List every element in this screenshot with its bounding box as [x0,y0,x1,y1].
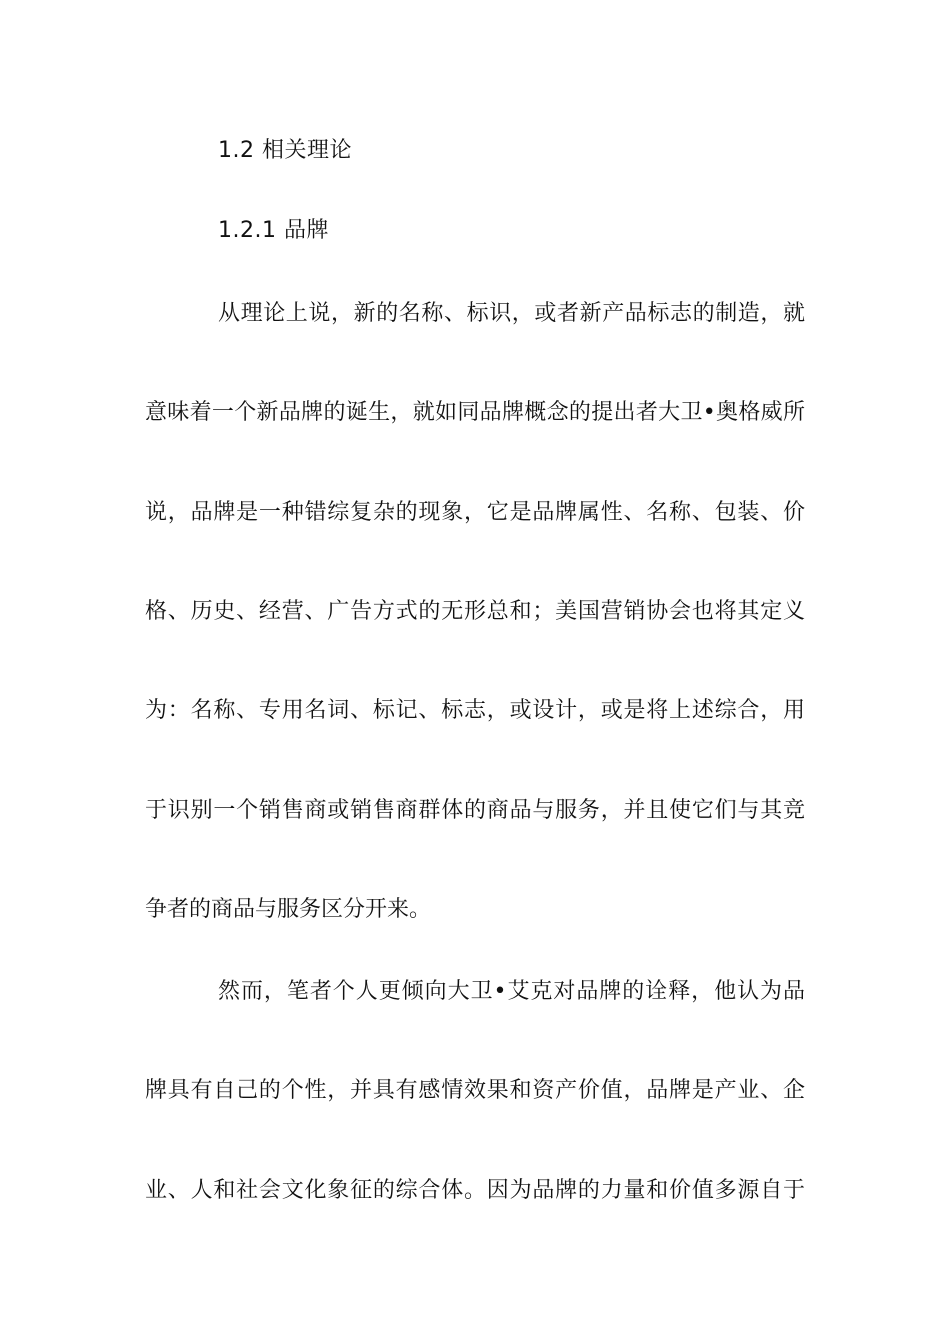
subsection-heading: 1.2.1 品牌 [218,218,329,243]
paragraph-2-line-1: 然而，笔者个人更倾向大卫•艾克对品牌的诠释，他认为品 [218,979,805,1004]
paragraph-1-line-6: 于识别一个销售商或销售商群体的商品与服务，并且使它们与其竞 [145,798,805,823]
paragraph-1-line-1: 从理论上说，新的名称、标识，或者新产品标志的制造，就 [218,301,805,326]
paragraph-1-line-5: 为：名称、专用名词、标记、标志，或设计，或是将上述综合，用 [145,698,805,723]
paragraph-1-line-7: 争者的商品与服务区分开来。 [145,897,432,922]
paragraph-2-line-3: 业、人和社会文化象征的综合体。因为品牌的力量和价值多源自于 [145,1178,805,1203]
section-heading: 1.2 相关理论 [218,138,352,163]
paragraph-1-line-2: 意味着一个新品牌的诞生，就如同品牌概念的提出者大卫•奥格威所 [145,400,805,425]
paragraph-1-line-4: 格、历史、经营、广告方式的无形总和；美国营销协会也将其定义 [145,599,805,624]
paragraph-1-line-3: 说，品牌是一种错综复杂的现象，它是品牌属性、名称、包装、价 [145,500,805,525]
paragraph-2-line-2: 牌具有自己的个性，并具有感情效果和资产价值，品牌是产业、企 [145,1078,805,1103]
